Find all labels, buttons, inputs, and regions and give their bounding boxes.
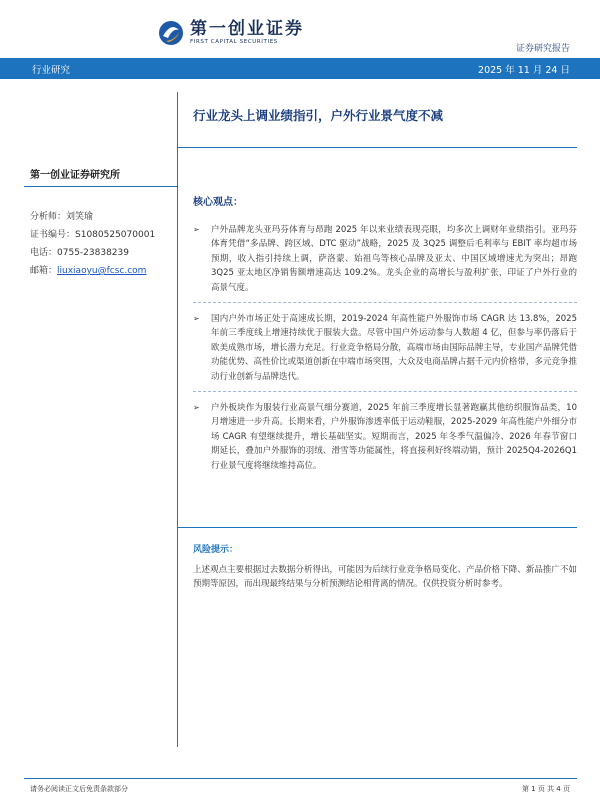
bullet-text: 户外品牌龙头亚玛芬体育与昂跑 2025 年以来业绩表现亮眼，均多次上调财年业绩指引。亚玛芬体育凭借“多品牌、跨区域、DTC 驱动”战略，2025 及 3Q25 调整后毛利率与 EBIT 率均超市场预期，收入指引持续上调，萨洛蒙、始祖鸟等核心品牌及亚太、中国区域增速尤为突出；昂跑 3Q25 亚太地区净销售额增速高达 109.2%。龙头企业的高增长与盈利扩张，印证了户外行业的高景气度。	[211, 225, 577, 293]
email-label: 邮箱：	[30, 266, 58, 276]
company-logo	[158, 20, 304, 46]
core-views-heading: 核心观点：	[193, 197, 243, 208]
risk-divider	[177, 527, 577, 528]
bullet-divider	[193, 391, 577, 392]
vertical-divider	[177, 92, 178, 747]
cert-value: S1080525070001	[75, 230, 156, 240]
core-views-list	[193, 223, 577, 473]
report-date: 2025 年 11 月 24 日	[478, 65, 570, 76]
title-divider	[177, 147, 577, 148]
institute-divider	[24, 186, 177, 187]
list-item	[193, 223, 577, 295]
analyst-label: 分析师：	[30, 212, 67, 222]
arrow-bullet-icon: ➢	[193, 225, 200, 234]
bullet-text: 国内户外市场正处于高速成长期，2019-2024 年高性能户外服饰市场 CAGR 达 13.8%，2025 年前三季度线上增速持续优于服装大盘。尽管中国户外运动参与人数超 4 亿，但参与率仍落后于欧美成熟市场，增长潜力充足。行业竞争格局分散，高端市场由国际品牌主导，专业国产品牌凭借功能优势、高性价比或渠道创新在中端市场突围，大众及电商品牌占据千元内价格带，多元竞争推动行业创新与品牌迭代。	[211, 314, 577, 382]
bullet-text: 户外板块作为服装行业高景气细分赛道，2025 年前三季度增长显著跑赢其他纺织服饰品类，10 月增速进一步升高。长期来看，户外服饰渗透率低于运动鞋服，2025-2029 年高性能户外细分市场 CAGR 有望继续提升，增长基础坚实。短期而言，2025 年冬季气温偏冷、2026 年春节窗口期延长，叠加户外服饰的羽绒、滑雪等功能属性，将直接利好终端动销，预计 2025Q4-2026Q1 行业景气度将继续维持高位。	[211, 403, 577, 471]
arrow-bullet-icon: ➢	[193, 403, 200, 413]
risk-text: 上述观点主要根据过去数据分析得出，可能因为后续行业竞争格局变化、产品价格下降、新品推广不如预期等原因，而出现最终结果与分析预测结论相背离的情况。仅供投资分析时参考。	[193, 565, 577, 590]
report-category: 行业研究	[32, 65, 71, 76]
email-link[interactable]: liuxiaoyu@fcsc.com	[57, 266, 147, 276]
list-item	[193, 312, 577, 384]
report-type-label: 证券研究报告	[515, 44, 570, 54]
phone-row	[30, 244, 155, 262]
logo-mark-icon	[158, 20, 184, 46]
analyst-info	[30, 208, 155, 280]
analyst-name: 刘笑瑜	[66, 212, 94, 222]
cert-label: 证书编号：	[30, 230, 76, 240]
phone-value: 0755-23838239	[57, 248, 129, 258]
logo-english-name: FIRST CAPITAL SECURITIES	[190, 39, 278, 45]
list-item	[193, 401, 577, 473]
research-institute: 第一创业证券研究所	[30, 170, 120, 181]
footer-disclaimer: 请务必阅读正文后免责条款部分	[30, 785, 128, 793]
bullet-divider	[193, 302, 577, 303]
phone-label: 电话：	[30, 248, 58, 258]
risk-heading: 风险提示：	[193, 545, 239, 555]
footer-divider	[24, 778, 577, 779]
analyst-row	[30, 208, 155, 226]
arrow-bullet-icon: ➢	[193, 314, 200, 324]
category-bar	[0, 58, 600, 79]
email-row	[30, 262, 155, 280]
report-title: 行业龙头上调业绩指引，户外行业景气度不减	[193, 108, 444, 123]
cert-row	[30, 226, 155, 244]
logo-chinese-name: 第一创业证券	[190, 19, 304, 39]
page-number: 第 1 页 共 4 页	[521, 785, 570, 793]
